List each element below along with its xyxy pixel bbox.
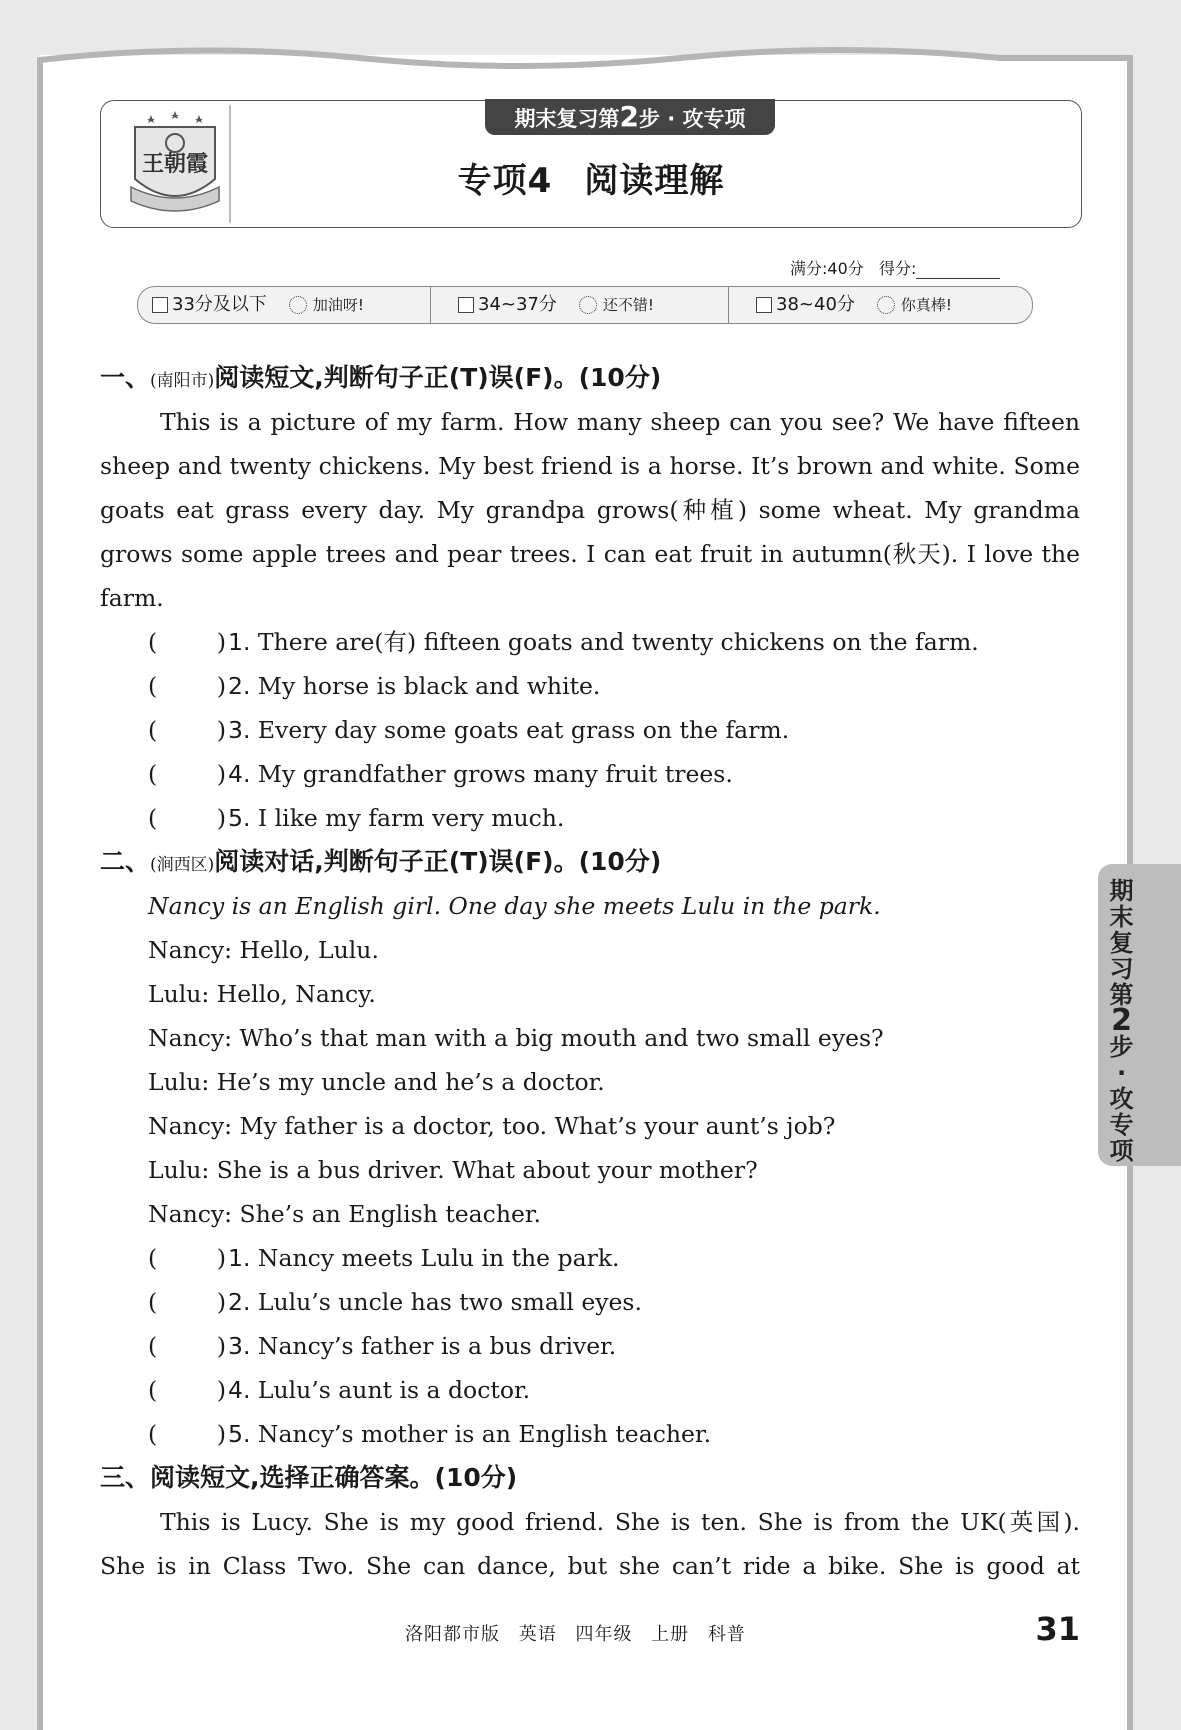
dialogue-line: Nancy: Who’s that man with a big mouth and two small eyes?	[148, 1024, 884, 1052]
side-tab-top	[1098, 878, 1145, 1008]
dialogue	[100, 928, 1080, 1236]
side-tab-label	[1098, 878, 1145, 1164]
question-number: 3.	[228, 716, 251, 744]
section-2-heading	[100, 840, 1080, 884]
passage-line: She is in Class Two. She can dance, but she can’t ride a bike. She is good at	[100, 1552, 1080, 1580]
question-number: 4.	[228, 760, 251, 788]
question-text: I like my farm very much.	[257, 804, 565, 832]
side-tab-bottom	[1098, 1034, 1145, 1164]
question-number: 5.	[228, 1420, 251, 1448]
rating-divider	[728, 287, 729, 323]
side-tab-char: 习	[1109, 955, 1134, 983]
dialogue-line: Nancy: Hello, Lulu.	[148, 936, 379, 964]
answer-blank[interactable]: ( )	[148, 1332, 227, 1360]
question-item	[100, 1412, 1080, 1456]
side-tab	[1098, 864, 1181, 1166]
question-text: Nancy meets Lulu in the park.	[257, 1244, 620, 1272]
rating-option[interactable]	[152, 287, 364, 323]
section-3-heading	[100, 1456, 1080, 1500]
rating-option[interactable]	[756, 287, 952, 323]
worksheet-content	[100, 356, 1080, 1588]
rating-range: 34~37分	[478, 294, 557, 315]
dialogue-line: Lulu: He’s my uncle and he’s a doctor.	[148, 1068, 605, 1096]
page-number: 31	[1035, 1610, 1080, 1648]
question-number: 2.	[228, 1288, 251, 1316]
answer-blank[interactable]: ( )	[148, 672, 227, 700]
rating-cheer: 加油呀!	[312, 296, 364, 314]
question-number: 1.	[228, 1244, 251, 1272]
smiley-icon	[877, 296, 895, 314]
answer-blank[interactable]: ( )	[148, 804, 227, 832]
side-tab-char: 复	[1109, 929, 1134, 957]
section-1-heading	[100, 356, 1080, 400]
question-item	[100, 796, 1080, 840]
answer-blank[interactable]: ( )	[148, 1420, 227, 1448]
side-tab-char: 项	[1109, 1137, 1134, 1165]
side-tab-char: 期	[1109, 877, 1134, 905]
section-instruction: 阅读短文,判断句子正(T)误(F)。(10分)	[214, 363, 662, 392]
answer-blank[interactable]: ( )	[148, 1376, 227, 1404]
question-text: My grandfather grows many fruit trees.	[257, 760, 733, 788]
question-item	[100, 664, 1080, 708]
rating-divider	[430, 287, 431, 323]
side-tab-char: ·	[1116, 1059, 1127, 1087]
section-instruction: 阅读短文,选择正确答案。(10分)	[150, 1463, 518, 1492]
answer-blank[interactable]: ( )	[148, 628, 227, 656]
question-number: 4.	[228, 1376, 251, 1404]
score-line	[790, 256, 1000, 279]
section-3-passage	[100, 1500, 1080, 1588]
question-text: My horse is black and white.	[257, 672, 601, 700]
dialogue-line: Nancy: She’s an English teacher.	[148, 1200, 542, 1228]
full-marks: 满分:40分	[790, 259, 864, 278]
passage-line: This is Lucy. She is my good friend. She is ten. She is from the UK(英国).	[160, 1508, 1080, 1536]
earned-label: 得分:	[879, 259, 917, 278]
question-item	[100, 1324, 1080, 1368]
question-item	[100, 620, 1080, 664]
question-text: Every day some goats eat grass on the farm.	[257, 716, 790, 744]
answer-blank[interactable]: ( )	[148, 716, 227, 744]
question-number: 5.	[228, 804, 251, 832]
dialogue-line: Lulu: She is a bus driver. What about your mother?	[148, 1156, 758, 1184]
question-number: 3.	[228, 1332, 251, 1360]
unit-label: 专项4	[457, 161, 553, 201]
question-text: There are(有) fifteen goats and twenty chickens on the farm.	[257, 628, 979, 656]
question-text: Lulu’s aunt is a doctor.	[257, 1376, 531, 1404]
question-number: 1.	[228, 628, 251, 656]
rating-cheer: 你真棒!	[900, 296, 952, 314]
section-2-questions	[100, 1236, 1080, 1456]
step-suffix: 步 · 攻专项	[638, 107, 746, 131]
question-text: Nancy’s mother is an English teacher.	[257, 1420, 712, 1448]
section-place: (涧西区)	[150, 855, 215, 875]
answer-blank[interactable]: ( )	[148, 760, 227, 788]
header-box	[100, 100, 1082, 228]
answer-blank[interactable]: ( )	[148, 1288, 227, 1316]
answer-blank[interactable]: ( )	[148, 1244, 227, 1272]
section-number: 一、	[100, 363, 151, 392]
smiley-icon	[579, 296, 597, 314]
checkbox[interactable]	[152, 297, 168, 313]
rating-option[interactable]	[458, 287, 654, 323]
section-place: (南阳市)	[150, 371, 215, 391]
side-tab-number: 2	[1111, 1003, 1132, 1038]
question-item	[100, 1280, 1080, 1324]
rating-range: 38~40分	[776, 294, 855, 315]
section-1-passage	[100, 400, 1080, 620]
dialogue-line: Lulu: Hello, Nancy.	[148, 980, 376, 1008]
passage-line: farm.	[100, 584, 164, 612]
passage-line: grows some apple trees and pear trees. I can eat fruit in autumn(秋天). I love the	[100, 540, 1080, 568]
question-text: Nancy’s father is a bus driver.	[257, 1332, 617, 1360]
page-footer	[100, 1612, 1080, 1652]
step-number: 2	[619, 100, 639, 133]
side-tab-char: 攻	[1109, 1085, 1134, 1113]
question-number: 2.	[228, 672, 251, 700]
rating-range: 33分及以下	[172, 294, 267, 315]
dialogue-intro: Nancy is an English girl. One day she meets Lulu in the park.	[148, 892, 881, 920]
side-tab-char: 末	[1109, 903, 1134, 931]
section-1-questions	[100, 620, 1080, 840]
logo-text: 王朝霞	[141, 151, 209, 177]
checkbox[interactable]	[756, 297, 772, 313]
question-item	[100, 708, 1080, 752]
section-number: 三、	[100, 1463, 151, 1492]
dialogue-line: Nancy: My father is a doctor, too. What’s your aunt’s job?	[148, 1112, 836, 1140]
section-number: 二、	[100, 847, 151, 876]
self-rating-bar	[137, 286, 1033, 324]
side-tab-char: 步	[1109, 1033, 1134, 1061]
passage-line: goats eat grass every day. My grandpa grows(种植) some wheat. My grandma	[100, 496, 1080, 524]
smiley-icon	[289, 296, 307, 314]
side-tab-char: 第	[1109, 981, 1134, 1009]
side-tab-char: 专	[1109, 1111, 1134, 1139]
section-instruction: 阅读对话,判断句子正(T)误(F)。(10分)	[214, 847, 662, 876]
unit-name: 阅读理解	[584, 161, 725, 201]
step-prefix: 期末复习第	[514, 107, 620, 131]
passage-line: sheep and twenty chickens. My best friend is a horse. It’s brown and white. Some	[100, 452, 1080, 480]
score-blank[interactable]	[916, 264, 1000, 279]
question-item	[100, 1368, 1080, 1412]
passage-line: This is a picture of my farm. How many sheep can you see? We have fifteen	[160, 408, 1080, 436]
unit-title	[101, 153, 1081, 202]
step-tab	[485, 99, 775, 135]
question-item	[100, 1236, 1080, 1280]
rating-cheer: 还不错!	[602, 296, 654, 314]
question-item	[100, 752, 1080, 796]
edition-info: 洛阳都市版 英语 四年级 上册 科普	[405, 1624, 746, 1645]
checkbox[interactable]	[458, 297, 474, 313]
question-text: Lulu’s uncle has two small eyes.	[257, 1288, 642, 1316]
